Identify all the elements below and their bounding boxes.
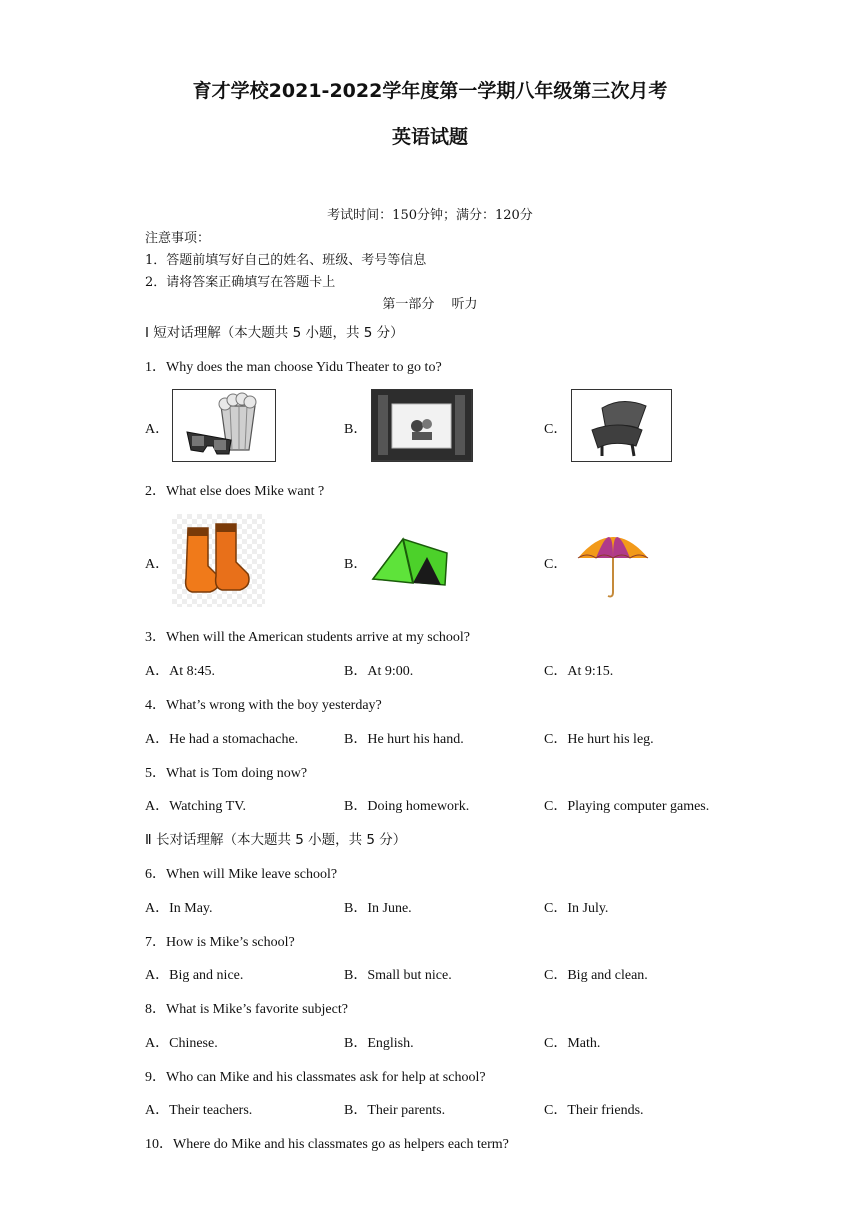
- socks-icon: [172, 514, 265, 607]
- part-title: 第一部分 听力: [382, 297, 478, 312]
- q9-option-b[interactable]: B．Their parents.: [344, 1103, 446, 1118]
- popcorn-3d-glasses-icon: [172, 389, 276, 462]
- question-5: 5．What is Tom doing now?: [145, 766, 308, 781]
- q2-option-a[interactable]: A．: [145, 557, 170, 572]
- q7-option-c[interactable]: C．Big and clean.: [544, 968, 648, 983]
- question-2: 2．What else does Mike want ?: [145, 484, 325, 499]
- question-8: 8．What is Mike’s favorite subject?: [145, 1002, 348, 1017]
- q8-option-a[interactable]: A．Chinese.: [145, 1036, 218, 1051]
- tent-icon: [369, 533, 451, 588]
- q2-option-c[interactable]: C．: [544, 557, 568, 572]
- q1-option-b[interactable]: B．: [344, 422, 368, 437]
- q6-option-a[interactable]: A．In May.: [145, 901, 213, 916]
- exam-info: 考试时间：150分钟；满分：120分: [327, 208, 533, 223]
- question-9: 9．Who can Mike and his classmates ask for help at school?: [145, 1070, 486, 1085]
- question-10: 10．Where do Mike and his classmates go as helpers each term?: [145, 1137, 509, 1152]
- q9-option-a[interactable]: A．Their teachers.: [145, 1103, 253, 1118]
- umbrella-icon: [576, 524, 650, 600]
- notice-heading: 注意事项：: [145, 231, 211, 246]
- q5-option-a[interactable]: A．Watching TV.: [145, 799, 247, 814]
- seat-icon: [571, 389, 672, 462]
- question-4: 4．What’s wrong with the boy yesterday?: [145, 698, 382, 713]
- question-1: 1．Why does the man choose Yidu Theater to go to?: [145, 360, 442, 375]
- page-title: 育才学校2021-2022学年度第一学期八年级第三次月考: [192, 80, 668, 102]
- section-roman: Ⅱ: [145, 832, 152, 848]
- question-3: 3．When will the American students arrive at my school?: [145, 630, 471, 645]
- q1-option-c[interactable]: C．: [544, 422, 568, 437]
- section-heading-2: [145, 828, 406, 848]
- question-7: 7．How is Mike’s school?: [145, 935, 295, 950]
- q1-option-a[interactable]: A．: [145, 422, 170, 437]
- q8-option-c[interactable]: C．Math.: [544, 1036, 601, 1051]
- section-heading-1: [145, 321, 404, 341]
- q7-option-b[interactable]: B．Small but nice.: [344, 968, 452, 983]
- q6-option-b[interactable]: B．In June.: [344, 901, 412, 916]
- notice-item-1: 1．答题前填写好自己的姓名、班级、考号等信息: [145, 253, 427, 268]
- page-subtitle: 英语试题: [391, 126, 468, 148]
- q3-option-b[interactable]: B．At 9:00.: [344, 664, 414, 679]
- q3-option-a[interactable]: A．At 8:45.: [145, 664, 215, 679]
- section-text: 短对话理解（本大题共 5 小题，共 5 分）: [153, 325, 404, 341]
- q9-option-c[interactable]: C．Their friends.: [544, 1103, 644, 1118]
- q4-option-b[interactable]: B．He hurt his hand.: [344, 732, 464, 747]
- q5-option-c[interactable]: C．Playing computer games.: [544, 799, 710, 814]
- notice-item-2: 2．请将答案正确填写在答题卡上: [145, 275, 336, 290]
- section-text: 长对话理解（本大题共 5 小题，共 5 分）: [155, 832, 407, 848]
- cinema-screen-icon: [371, 389, 473, 462]
- q3-option-c[interactable]: C．At 9:15.: [544, 664, 614, 679]
- q4-option-c[interactable]: C．He hurt his leg.: [544, 732, 654, 747]
- q4-option-a[interactable]: A．He had a stomachache.: [145, 732, 299, 747]
- q2-option-b[interactable]: B．: [344, 557, 368, 572]
- q6-option-c[interactable]: C．In July.: [544, 901, 609, 916]
- section-roman: Ⅰ: [145, 325, 149, 341]
- q7-option-a[interactable]: A．Big and nice.: [145, 968, 244, 983]
- q8-option-b[interactable]: B．English.: [344, 1036, 414, 1051]
- q5-option-b[interactable]: B．Doing homework.: [344, 799, 470, 814]
- question-6: 6．When will Mike leave school?: [145, 867, 338, 882]
